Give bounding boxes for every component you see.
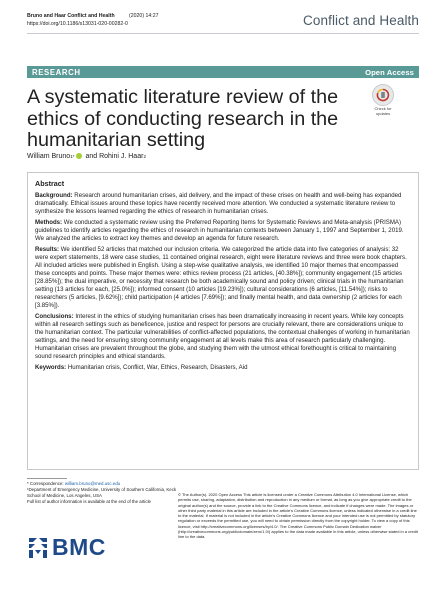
check-for-updates-button[interactable] bbox=[368, 84, 398, 116]
abstract-heading: Abstract bbox=[35, 179, 65, 188]
author-list: William Bruno 1* and Rohini J. Haar 2 bbox=[27, 153, 146, 160]
author-name[interactable]: and Rohini J. Haar bbox=[85, 153, 144, 160]
citation-journal: Bruno and Haar Conflict and Health bbox=[27, 13, 115, 19]
citation-year: (2020) 14:27 bbox=[129, 13, 159, 19]
affiliation: ¹Department of Emergency Medicine, University of Southern California, Keck bbox=[27, 487, 177, 493]
abstract-conclusions: Conclusions: Interest in the ethics of studying humanitarian crises has been dramatically increasing in recent years. While key concepts within all research settings such as beneficence, justice and respect for persons are crucially relevant, there are considerations unique to the humanitarian context. The particular vulnerabilities of conflict-affected populations, the contextual challenges of working in humanitarian settings, and the need for ensuring strong community engagement at all levels make this area of research particularly challenging. Humanitarian crises are prevalent throughout the globe, and studying them with the utmost ethical forethought is critical to maintaining sound research principles and ethical standards. bbox=[35, 313, 410, 360]
correspondence-email[interactable]: william.bruno@med.usc.edu bbox=[64, 481, 121, 486]
abstract-background: Background: Research around humanitarian crises, aid delivery, and the impact of these crises on health and well-being has expanded dramatically. Ethical issues around these topics have recently received more attention. We conducted a systematic literature review to synthesize the lessons learned regarding the ethics of research in humanitarian crises. bbox=[35, 192, 402, 215]
abstract-results: Results: We identified 52 articles that matched our inclusion criteria. We categorized the article data into five categories of analysis: 32 were expert statements, 18 were case studies, 11 contained original research, eight were literature reviews and three were book chapters. All included articles were published in English. Using a step-wise qualitative analysis, we identified 10 major themes that encompassed these concepts and points. These major themes were: ethics review process (21 articles, [40.38%]); community engagement (15 articles [28.85%]); the dual imperative, or necessity that research be both academically sound and policy driven; clinical trials in the humanitarian setting (13 articles for each, [25.0%]); informed consent (10 articles [19.23%]); cultural considerations (6 articles, [11.54%]); risks to researchers (5 articles, [9.62%]); child participation (4 articles [7.69%]); and finally mental health, and data ownership (2 articles for each [3.85%]). bbox=[35, 246, 407, 309]
footnote-divider bbox=[27, 478, 67, 479]
section-label: RESEARCH bbox=[32, 67, 81, 77]
affiliation: School of Medicine, Los Angeles, USA bbox=[27, 493, 102, 499]
orcid-icon[interactable] bbox=[76, 153, 82, 159]
publisher-logo bbox=[27, 534, 106, 561]
article-title: A systematic literature review of the ethics of conducting research in the humanitarian setting bbox=[27, 86, 339, 151]
publisher-name: BMC bbox=[52, 534, 106, 560]
bmc-logo-icon bbox=[27, 536, 49, 560]
header-divider bbox=[27, 33, 419, 34]
section-banner bbox=[27, 66, 419, 78]
abstract-box bbox=[27, 172, 419, 470]
check-updates-icon bbox=[372, 84, 394, 106]
author-info-note: Full list of author information is available at the end of the article bbox=[27, 499, 151, 505]
journal-name: Conflict and Health bbox=[303, 13, 419, 28]
running-header bbox=[27, 13, 158, 28]
footnotes: * Correspondence: william.bruno@med.usc.edu ¹Department of Emergency Medicine, University of Southern California, Keck School of Medicine, Los Angeles, USA Full list of author information is available at the end of the article bbox=[27, 481, 177, 505]
check-updates-label: Check for updates bbox=[374, 106, 392, 116]
abstract-keywords: Keywords: Humanitarian crisis, Conflict, War, Ethics, Research, Disasters, Aid bbox=[35, 364, 248, 372]
license-text: © The Author(s). 2020 Open Access This article is licensed under a Creative Commons Attribution 4.0 International License, which permits use, sharing, adaptation, distribution and reproduction in any medium or format, as long as you give appropriate credit to the original author(s) and the source, provide a link to the Creative Commons licence, and indicate if changes were made. The images or other third party material in this article are included in the article's Creative Commons licence, unless indicated otherwise in a credit line to the material. If material is not included in the article's Creative Commons licence and your intended use is not permitted by statutory regulation or exceeds the permitted use, you will need to obtain permission directly from the copyright holder. To view a copy of this licence, visit http://creativecommons.org/licenses/by/4.0/. The Creative Commons Public Domain Dedication waiver (http://creativecommons.org/publicdomain/zero/1.0/) applies to the data made available in this article, unless otherwise stated in a credit line to the data. bbox=[178, 492, 418, 540]
open-access-label: Open Access bbox=[365, 67, 414, 77]
abstract-methods: Methods: We conducted a systematic review using the Preferred Reporting Items for Systematic Reviews and Meta-analysis (PRISMA) guidelines to identify articles regarding the ethics of research in humanitarian contexts between January 1, 1997 and September 1, 2019. We analyzed the articles to extract key themes and develop an agenda for future research. bbox=[35, 219, 404, 243]
author-name[interactable]: William Bruno bbox=[27, 153, 71, 160]
doi-link[interactable]: https://doi.org/10.1186/s13031-020-00282-0 bbox=[27, 20, 128, 27]
